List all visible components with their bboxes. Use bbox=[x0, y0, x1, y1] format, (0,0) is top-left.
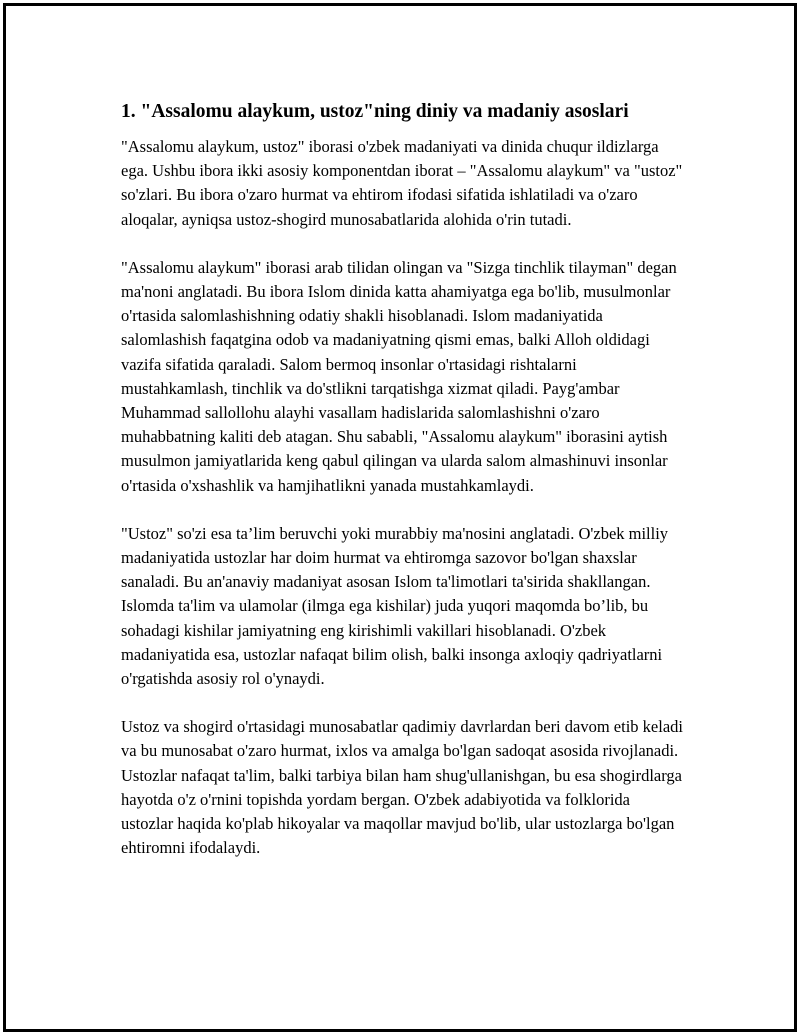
paragraph-intro: "Assalomu alaykum, ustoz" iborasi o'zbek madaniyati va dinida chuqur ildizlarga ega. Ushbu ibora ikki asosiy komponentdan iborat – "Assalomu alaykum" va "ustoz" so'zlari. Bu ibora o'zaro hurmat va ehtirom ifodasi sifatida ishlatiladi va o'zaro aloqalar, ayniqsa ustoz-shogird munosabatlarida alohida o'rin tutadi. bbox=[121, 137, 683, 229]
paragraph-ustoz: "Ustoz" so'zi esa ta’lim beruvchi yoki murabbiy ma'nosini anglatadi. O'zbek milliy madaniyatida ustozlar har doim hurmat va ehtiromga sazovor bo'lgan shaxslar sanaladi. Bu an'anaviy madaniyat asosan Islom ta'limotlari ta'sirida shakllangan. Islomda ta'lim va ulamolar (ilmga ega kishilar) juda yuqori maqomda bo’lib, bu sohadagi kishilar jamiyatning eng kirishimli vakillari hisoblanadi. O'zbek madaniyatida esa, ustozlar nafaqat bilim olish, balki insonga axloqiy qadriyatlarni o'rgatishda asosiy rol o'ynaydi. bbox=[121, 523, 669, 689]
section-heading: 1. "Assalomu alaykum, ustoz"ning diniy va madaniy asoslari bbox=[121, 101, 629, 122]
page-frame bbox=[3, 3, 797, 1032]
paragraph-ustoz-shogird: Ustoz va shogird o'rtasidagi munosabatlar qadimiy davrlardan beri davom etib keladi va bu munosabat o'zaro hurmat, ixlos va amalga bo'lgan sadoqat asosida rivojlanadi. Ustozlar nafaqat ta'lim, balki tarbiya bilan ham shug'ullanishgan, bu esa shogirdlarga hayotda o'z o'rnini topishda yordam bergan. O'zbek adabiyotida va folklorida ustozlar haqida ko'plab hikoyalar va maqollar mavjud bo'lib, ular ustozlarga bo'lgan ehtiromni ifodalaydi. bbox=[121, 717, 683, 858]
paragraph-assalomu-alaykum: "Assalomu alaykum" iborasi arab tilidan olingan va "Sizga tinchlik tilayman" degan ma'noni anglatadi. Bu ibora Islom dinida katta ahamiyatga ega bo'lib, musulmonlar o'rtasida salomlashishning odatiy shakli hisoblanadi. Islom madaniyatida salomlashish faqatgina odob va madaniyatning qismi emas, balki Alloh oldidagi vazifa sifatida qaraladi. Salom bermoq insonlar o'rtasidagi rishtalarni mustahkamlash, tinchlik va do'stlikni tarqatishga xizmat qiladi. Payg'ambar Muhammad sallollohu alayhi vasallam hadislarida salomlashishni o'zaro muhabbatning kaliti deb atagan. Shu sababli, "Assalomu alaykum" iborasini aytish musulmon jamiyatlarida keng qabul qilingan va ularda salom almashinuvi insonlar o'rtasida o'xshashlik va hamjihatlikni yanada mustahkamlaydi. bbox=[121, 257, 677, 495]
document-body bbox=[121, 99, 686, 884]
